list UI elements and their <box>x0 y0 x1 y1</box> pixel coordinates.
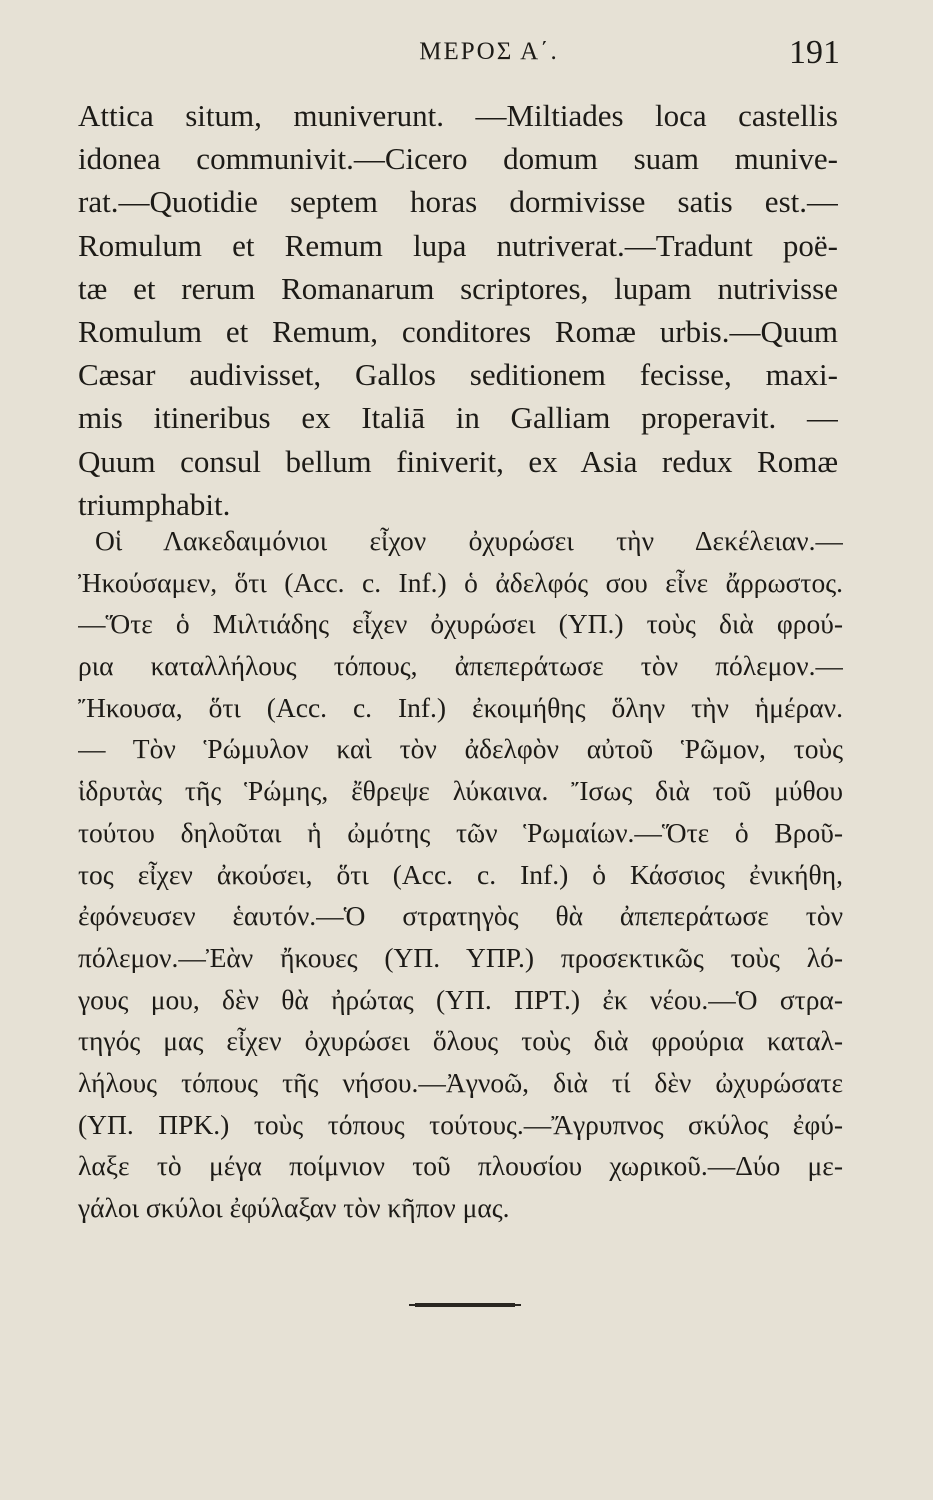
greek-line: Οἱ Λακεδαιμόνιοι εἶχον ὀχυρώσει τὴν Δεκέλειαν.— <box>95 525 843 556</box>
greek-line: — Τὸν Ῥώμυλον καὶ τὸν ἀδελφὸν αὐτοῦ Ῥῶμον, τοὺς <box>78 733 843 765</box>
greek-line: λαξε τὸ μέγα ποίμνιον τοῦ πλουσίου χωρικοῦ.—Δύο με- <box>78 1150 843 1182</box>
latin-line: rat.—Quotidie septem horas dormivisse satis est.— <box>78 184 838 220</box>
greek-line: τούτου δηλοῦται ἡ ὠμότης τῶν Ῥωμαίων.—Ὅτε ὁ Βροῦ- <box>78 816 843 848</box>
latin-line: Attica situm, muniverunt. —Miltiades loca castellis <box>78 98 838 133</box>
page-number: 191 <box>789 34 840 71</box>
greek-line: ἱδρυτὰς τῆς Ῥώμης, ἔθρεψε λύκαινα. Ἴσως διὰ τοῦ μύθου <box>78 775 843 807</box>
latin-line: Romulum et Remum, conditores Romæ urbis.—Quum <box>78 313 838 349</box>
latin-line: tæ et rerum Romanarum scriptores, lupam nutrivisse <box>78 270 838 306</box>
latin-line: mis itineribus ex Italiā in Galliam properavit. — <box>78 400 838 436</box>
ornamental-rule <box>415 1303 515 1307</box>
latin-line: triumphabit. <box>78 486 231 522</box>
greek-line: ἐφόνευσεν ἑαυτόν.—Ὁ στρατηγὸς θὰ ἀπεπεράτωσε τὸν <box>78 900 843 932</box>
greek-exercise-paragraph <box>78 520 843 1229</box>
greek-line: πόλεμον.—Ἐὰν ἤκουες (ΥΠ. ΥΠΡ.) προσεκτικῶς τοὺς λό- <box>78 941 843 973</box>
latin-line: Cæsar audivisset, Gallos seditionem fecisse, maxi- <box>78 357 838 393</box>
greek-line: —Ὅτε ὁ Μιλτιάδης εἶχεν ὀχυρώσει (ΥΠ.) τοὺς διὰ φρού- <box>78 608 843 640</box>
greek-line: τος εἶχεν ἀκούσει, ὅτι (Acc. c. Inf.) ὁ Κάσσιος ἐνικήθη, <box>78 858 843 890</box>
running-head <box>78 34 840 74</box>
latin-line: Quum consul bellum finiverit, ex Asia redux Romæ <box>78 443 838 479</box>
greek-line: γάλοι σκύλοι ἐφύλαξαν τὸν κῆπον μας. <box>78 1192 510 1223</box>
latin-line: idonea communivit.—Cicero domum suam munive- <box>78 141 838 177</box>
latin-line: Romulum et Remum lupa nutriverat.—Tradunt poë- <box>78 227 838 263</box>
latin-exercise-paragraph <box>78 94 838 526</box>
greek-line: ρια καταλλήλους τόπους, ἀπεπεράτωσε τὸν πόλεμον.— <box>78 650 843 682</box>
greek-line: τηγός μας εἶχεν ὀχυρώσει ὅλους τοὺς διὰ φρούρια καταλ- <box>78 1025 843 1057</box>
greek-line: λήλους τόπους τῆς νήσου.—Ἀγνοῶ, διὰ τί δὲν ὠχυρώσατε <box>78 1066 843 1098</box>
running-title: ΜΕΡΟΣ Α΄. <box>419 38 559 65</box>
greek-line: Ἤκουσα, ὅτι (Acc. c. Inf.) ἐκοιμήθης ὅλην τὴν ἡμέραν. <box>78 691 843 723</box>
greek-line: (ΥΠ. ΠΡΚ.) τοὺς τόπους τούτους.—Ἄγρυπνος σκύλος ἐφύ- <box>78 1108 843 1140</box>
greek-line: Ἠκούσαμεν, ὅτι (Acc. c. Inf.) ὁ ἀδελφός σου εἶνε ἄρρωστος. <box>78 566 843 598</box>
greek-line: γους μου, δὲν θὰ ἠρώτας (ΥΠ. ΠΡΤ.) ἐκ νέου.—Ὁ στρα- <box>78 983 843 1015</box>
